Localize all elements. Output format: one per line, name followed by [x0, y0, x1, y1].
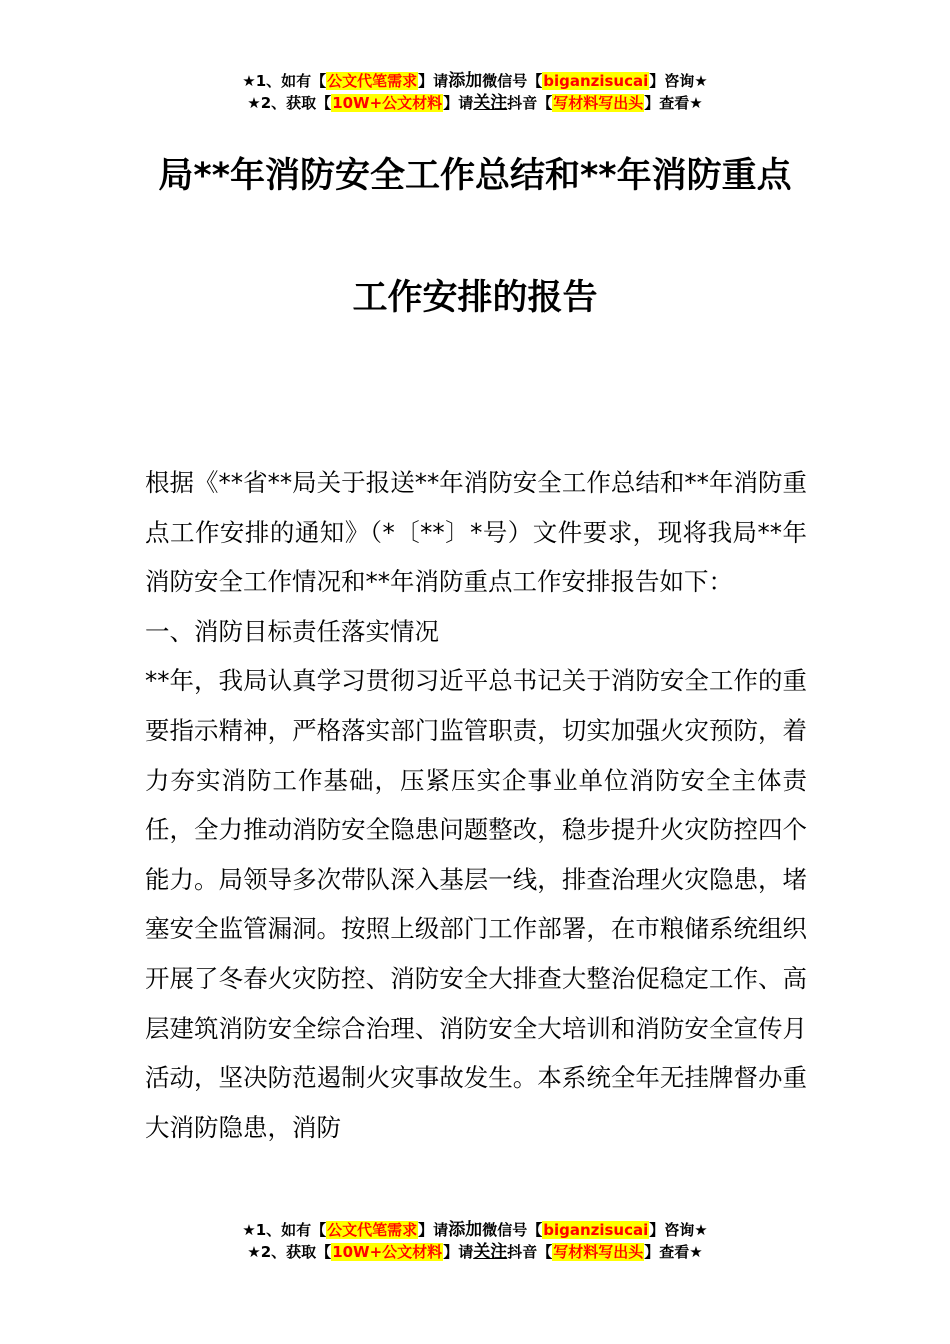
banner-wechat-id: biganzisucai: [543, 72, 649, 90]
body-paragraph: **年，我局认真学习贯彻习近平总书记关于消防安全工作的重要指示精神，严格落实部门监管职责，切实加强火灾预防，着力夯实消防工作基础，压紧压实企事业单位消防安全主体责任，全力推动消防安全隐患问题整改，稳步提升火灾防控四个能力。局领导多次带队深入基层一线，排查治理火灾隐患，堵塞安全监管漏洞。按照上级部门工作部署，在市粮储系统组织开展了冬春火灾防控、消防安全大排查大整治促稳定工作、高层建筑消防安全综合治理、消防安全大培训和消防安全宣传月活动，坚决防范遏制火灾事故发生。本系统全年无挂牌督办重大消防隐患，消防: [145, 666, 807, 1142]
banner-text: ★2、获取【: [247, 94, 332, 112]
banner-text: 微信号【: [482, 1221, 543, 1239]
banner-text: ★2、获取【: [247, 1243, 332, 1261]
banner-text: 】请: [443, 94, 474, 112]
banner-text: 】咨询★: [649, 1221, 708, 1239]
banner-emphasis: 关注: [473, 93, 508, 113]
banner-text: 】查看★: [644, 94, 703, 112]
banner-douyin-id: 写材料写出头: [553, 94, 644, 112]
banner-text: ★1、如有【: [242, 1221, 327, 1239]
document-title-line-1: 局**年消防安全工作总结和**年消防重点: [158, 156, 792, 196]
document-title-line-2: 工作安排的报告: [352, 278, 598, 318]
banner-text: 】请: [418, 1221, 449, 1239]
banner-emphasis: 关注: [473, 1242, 508, 1262]
banner-douyin-id: 写材料写出头: [553, 1243, 644, 1261]
banner-line-1: [0, 70, 950, 92]
banner-text: 】请: [443, 1243, 474, 1261]
banner-highlight: 10W+公文材料: [332, 94, 443, 112]
banner-text: 抖音【: [507, 94, 553, 112]
banner-text: 】咨询★: [649, 72, 708, 90]
banner-emphasis: 添加: [448, 1220, 483, 1240]
section-heading: 一、消防目标责任落实情况: [145, 616, 439, 646]
banner-highlight: 10W+公文材料: [332, 1243, 443, 1261]
banner-highlight: 公文代笔需求: [327, 1221, 418, 1239]
banner-text: 微信号【: [482, 72, 543, 90]
intro-paragraph: 根据《**省**局关于报送**年消防安全工作总结和**年消防重点工作安排的通知》（*〔**〕*号）文件要求，现将我局**年消防安全工作情况和**年消防重点工作安排报告如下：: [145, 468, 807, 597]
banner-text: ★1、如有【: [242, 72, 327, 90]
banner-wechat-id: biganzisucai: [543, 1221, 649, 1239]
top-banner: [0, 70, 950, 114]
banner-line-2: [0, 92, 950, 114]
banner-line-2: [0, 1241, 950, 1263]
document-body: [145, 458, 807, 1152]
bottom-banner: [0, 1219, 950, 1263]
banner-emphasis: 添加: [448, 71, 483, 91]
banner-text: 】请: [418, 72, 449, 90]
banner-text: 】查看★: [644, 1243, 703, 1261]
banner-highlight: 公文代笔需求: [327, 72, 418, 90]
banner-line-1: [0, 1219, 950, 1241]
banner-text: 抖音【: [507, 1243, 553, 1261]
